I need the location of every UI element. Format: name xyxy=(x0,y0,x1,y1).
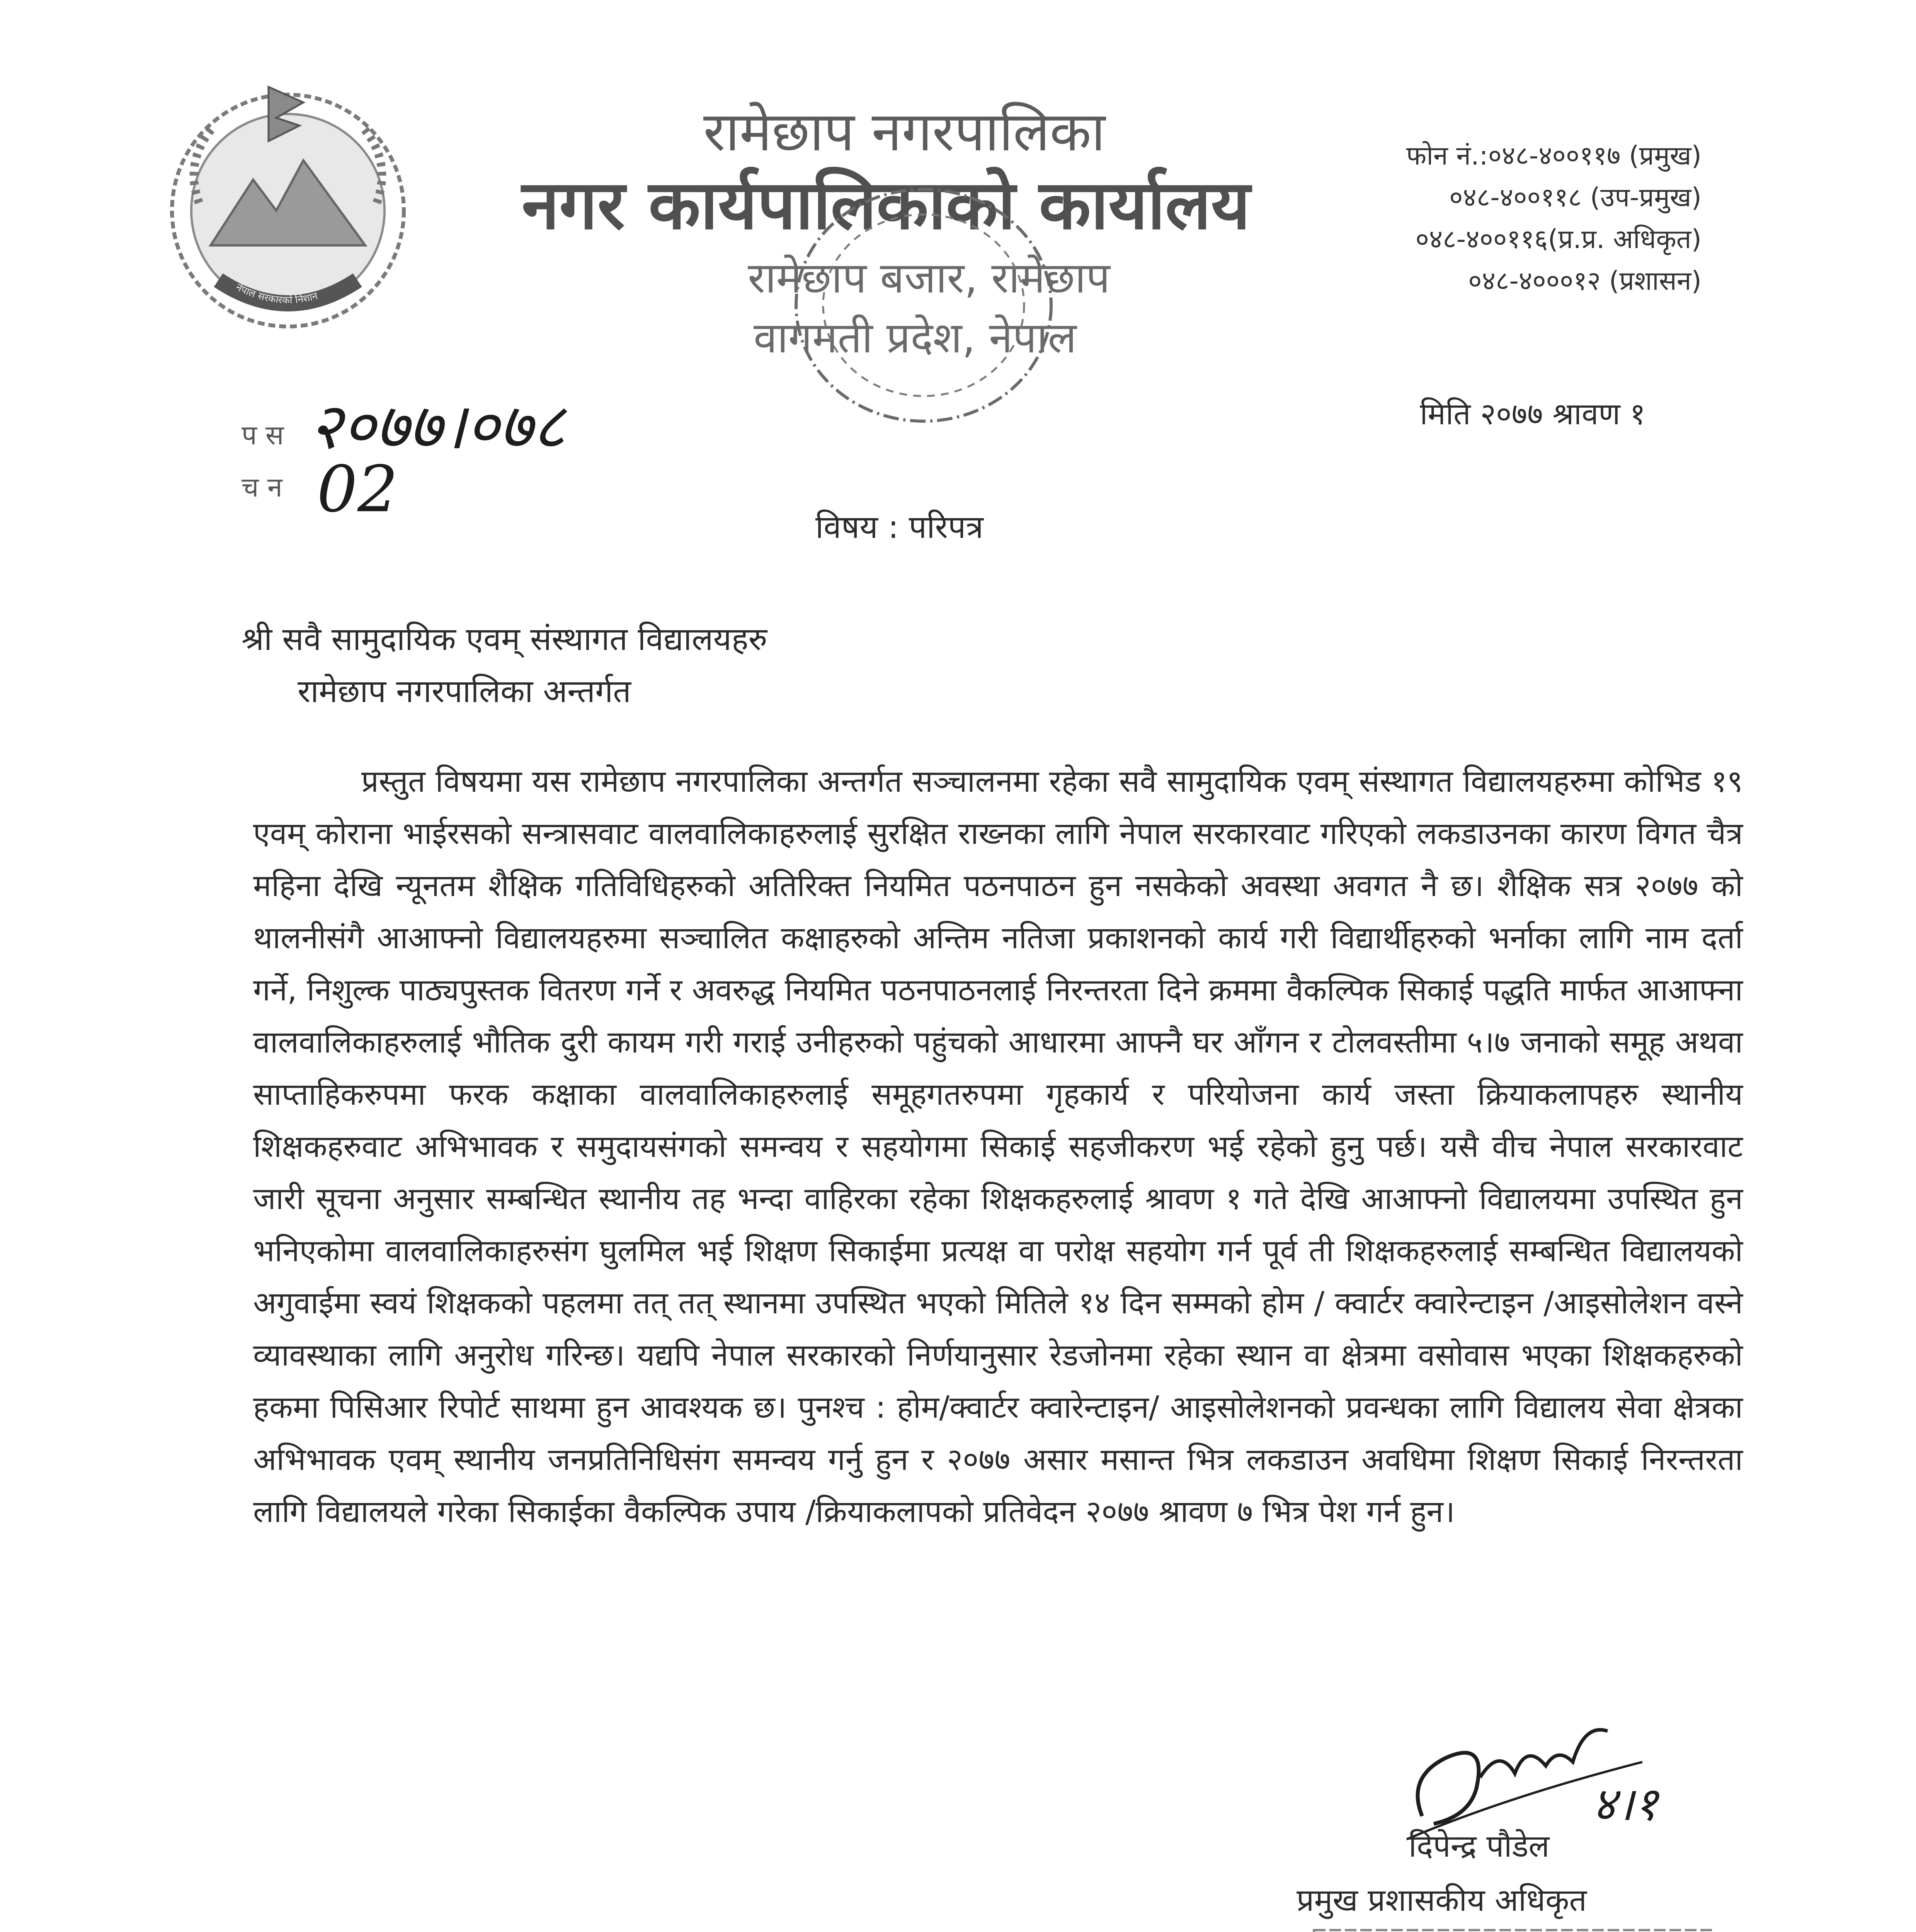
letter-subject: विषय : परिपत्र xyxy=(815,509,984,546)
ps-label: प स xyxy=(242,419,284,451)
addressee-line-2: रामेछाप नगरपालिका अन्तर्गत xyxy=(298,673,631,710)
cn-number-handwritten: 02 xyxy=(317,452,398,526)
office-location: रामेछाप बजार, रामेछाप xyxy=(748,253,1110,303)
body-paragraph: प्रस्तुत विषयमा यस रामेछाप नगरपालिका अन्तर्गत सञ्चालनमा रहेका सवै सामुदायिक एवम् संस्थागत विद्यालयहरुमा कोभिड १९ एवम् कोराना भाईरसको सन्त्रासवाट वालवालिकाहरुलाई सुरक्षित राख्नका लागि नेपाल सरकारवाट गरिएको लकडाउनका कारण विगत चैत्र महिना देखि न्यूनतम शैक्षिक गतिविधिहरुको अतिरिक्त नियमित पठनपाठन हुन नसकेको अवस्था अवगत नै छ। शैक्षिक सत्र २०७७ को थालनीसंगै आआफ्नो विद्यालयहरुमा सञ्चालित कक्षाहरुको अन्तिम नतिजा प्रकाशनको कार्य गरी विद्यार्थीहरुको भर्नाका लागि नाम दर्ता गर्ने, निशुल्क पाठ्यपुस्तक वितरण गर्ने र अवरुद्ध नियमित पठनपाठनलाई निरन्तरता दिने क्रममा वैकल्पिक सिकाई पद्धति मार्फत आआफ्ना वालवालिकाहरुलाई भौतिक दुरी कायम गरी गराई उनीहरुको पहुंचको आधारमा आफ्नै घर आँगन र टोलवस्तीमा ५।७ जनाको समूह अथवा साप्ताहिकरुपमा फरक कक्षाका वालवालिकाहरुलाई समूहगतरुपमा गृहकार्य र परियोजना कार्य जस्ता क्रियाकलापहरु स्थानीय शिक्षकहरुवाट अभिभावक र समुदायसंगको समन्वय र सहयोगमा सिकाई सहजीकरण भई रहेको हुनु पर्छ। यसै वीच नेपाल सरकारवाट जारी सूचना अनुसार सम्बन्धित स्थानीय तह भन्दा वाहिरका रहेका शिक्षकहरुलाई श्रावण १ गते देखि आआफ्नो विद्यालयमा उपस्थित हुन भनिएकोमा वालवालिकाहरुसंग घुलमिल भई शिक्षण सिकाईमा प्रत्यक्ष वा परोक्ष सहयोग गर्न पूर्व ती शिक्षकहरुलाई सम्बन्धित विद्यालयको अगुवाईमा स्वयं शिक्षकको पहलमा तत् तत् स्थानमा उपस्थित भएको मितिले १४ दिन सम्मको होम / क्वार्टर क्वारेन्टाइन /आइसोलेशन वस्ने व्यावस्थाका लागि अनुरोध गरिन्छ। यद्यपि नेपाल सरकारको निर्णयानुसार रेडजोनमा रहेका स्थान वा क्षेत्रमा वसोवास भएका शिक्षकहरुको हकमा पिसिआर रिपोर्ट साथमा हुन आवश्यक छ। पुनश्च : होम/क्वार्टर क्वारेन्टाइन/ आइसोलेशनको प्रवन्धका लागि विद्यालय सेवा क्षेत्रका अभिभावक एवम् स्थानीय जनप्रतिनिधिसंग समन्वय गर्नु हुन र २०७७ असार मसान्त भित्र लकडाउन अवधिमा शिक्षण सिकाई निरन्तरता लागि विद्यालयले गरेका सिकाईका वैकल्पिक उपाय /क्रियाकलापको प्रतिवेदन २०७७ श्रावण ७ भित्र पेश गर्न हुन। xyxy=(253,764,1743,1529)
cn-label: च न xyxy=(242,471,282,503)
phone-admin: ०४८-४०००१२ (प्रशासन) xyxy=(1468,266,1702,296)
phone-cao: ०४८-४००११६(प्र.प्र. अधिकृत) xyxy=(1415,224,1702,255)
municipality-name: रामेछाप नगरपालिका xyxy=(703,100,1106,163)
signatory-title: प्रमुख प्रशासकीय अधिकृत xyxy=(1297,1882,1587,1918)
office-round-stamp-icon xyxy=(757,155,1074,437)
ps-number-handwritten: २०७७।०७८ xyxy=(309,389,566,463)
office-name: नगर कार्यपालिकाको कार्यालय xyxy=(522,166,1251,245)
stamp-name xyxy=(1387,1928,1584,1932)
phone-deputy: ०४८-४००११८ (उप-प्रमुख) xyxy=(1449,182,1702,213)
letter-date: मिति २०७७ श्रावण १ xyxy=(1420,397,1645,432)
office-province: वागमती प्रदेश, नेपाल xyxy=(754,313,1077,362)
addressee-line-1: श्री सवै सामुदायिक एवम् संस्थागत विद्यालयहरु xyxy=(242,621,767,658)
signature-date-handwritten: ४।१ xyxy=(1592,1777,1658,1831)
phone-list xyxy=(1406,135,1702,302)
emblem-caption: नेपाल सरकारको निशान xyxy=(234,281,319,306)
phone-chief: फोन नं.:०४८-४००११७ (प्रमुख) xyxy=(1406,141,1702,171)
signatory-name: दिपेन्द्र पौडेल xyxy=(1409,1828,1550,1864)
nepal-emblem-icon xyxy=(153,64,423,334)
letter-body xyxy=(253,755,1743,1538)
